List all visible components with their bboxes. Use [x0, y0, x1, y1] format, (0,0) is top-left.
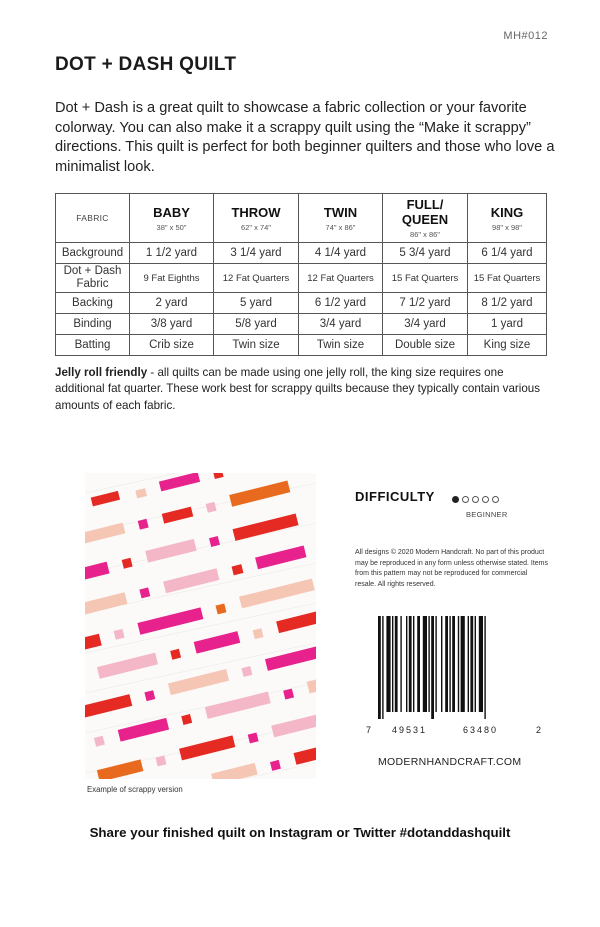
- difficulty-rating: [452, 490, 502, 508]
- difficulty-level: BEGINNER: [466, 510, 508, 519]
- table-cell: 8 1/2 yard: [468, 293, 547, 314]
- size-column-header: [299, 194, 383, 243]
- table-cell: 3/4 yard: [299, 314, 383, 335]
- barcode-bar: [382, 616, 383, 719]
- barcode-bar: [378, 616, 381, 719]
- barcode-bar: [431, 616, 434, 719]
- barcode-bar: [395, 616, 398, 712]
- barcode-bar: [406, 616, 407, 712]
- size-column-header: [130, 194, 214, 243]
- jelly-roll-text: - all quilts can be made using one jelly roll, the king size requires one additional fat quarter. These work best for scrappy quilts because they typically contain various amounts of each fabric.: [55, 366, 541, 412]
- table-row: [56, 243, 547, 264]
- rating-dot-empty: [482, 496, 489, 503]
- table-cell: 6 1/2 yard: [299, 293, 383, 314]
- table-cell: 12 Fat Quarters: [299, 264, 383, 293]
- barcode-bar: [452, 616, 455, 712]
- website-link[interactable]: MODERNHANDCRAFT.COM: [378, 756, 522, 768]
- table-cell: 7 1/2 yard: [383, 293, 468, 314]
- size-name: KING: [490, 204, 524, 220]
- barcode-bar: [445, 616, 448, 712]
- barcode-bar: [428, 616, 429, 712]
- fabric-column-header: [56, 194, 130, 243]
- pattern-code: MH#012: [503, 30, 548, 42]
- table-cell: Twin size: [214, 335, 299, 356]
- table-cell: King size: [468, 335, 547, 356]
- barcode-bar: [479, 616, 483, 712]
- barcode-bar: [417, 616, 420, 712]
- quilt-illustration: [85, 473, 316, 779]
- table-cell: Crib size: [130, 335, 214, 356]
- barcode-digit: 2: [536, 725, 542, 735]
- copyright-notice: All designs © 2020 Modern Handcraft. No part of this product may be reproduced in any form unless otherwise stated. Items from this pattern may not be reproduced for commercial resale. All rights reserved.: [355, 549, 548, 589]
- size-column-header: [468, 194, 547, 243]
- barcode-bar: [386, 616, 390, 712]
- table-cell: 15 Fat Quarters: [468, 264, 547, 293]
- size-name: FULL/ QUEEN: [401, 197, 449, 227]
- size-name: BABY: [153, 204, 190, 220]
- size-column-header: [214, 194, 299, 243]
- table-cell: 5 yard: [214, 293, 299, 314]
- row-label: Background: [56, 243, 130, 264]
- rating-dot-empty: [472, 496, 479, 503]
- size-dimensions: 62" x 74": [241, 222, 271, 232]
- table-row: [56, 335, 547, 356]
- table-cell: 2 yard: [130, 293, 214, 314]
- rating-dot-filled: [452, 496, 459, 503]
- size-dimensions: 98" x 98": [492, 222, 522, 232]
- barcode-bar: [461, 616, 465, 712]
- barcode-bar: [441, 616, 442, 712]
- table-cell: Double size: [383, 335, 468, 356]
- rating-dot-empty: [492, 496, 499, 503]
- table-cell: 4 1/4 yard: [299, 243, 383, 264]
- barcode-bar: [413, 616, 414, 712]
- table-header-row: [56, 194, 547, 243]
- quilt-photo: [85, 473, 316, 779]
- table-row: [56, 293, 547, 314]
- fabric-header-label: FABRIC: [76, 213, 109, 223]
- barcode-digit: 7: [366, 725, 372, 735]
- difficulty-label: DIFFICULTY: [355, 489, 435, 504]
- row-label: Binding: [56, 314, 130, 335]
- table-cell: 12 Fat Quarters: [214, 264, 299, 293]
- table-cell: 5/8 yard: [214, 314, 299, 335]
- barcode: [378, 616, 528, 719]
- table-cell: 3 1/4 yard: [214, 243, 299, 264]
- barcode-bar: [475, 616, 476, 712]
- table-cell: 9 Fat Eighths: [130, 264, 214, 293]
- table-cell: 15 Fat Quarters: [383, 264, 468, 293]
- page-title: DOT + DASH QUILT: [55, 54, 237, 75]
- row-label: Batting: [56, 335, 130, 356]
- jelly-roll-note: [55, 365, 550, 414]
- row-label: Dot + Dash Fabric: [56, 264, 130, 293]
- row-label: Backing: [56, 293, 130, 314]
- barcode-bar: [423, 616, 427, 712]
- size-name: TWIN: [323, 204, 358, 220]
- barcode-digits: 49531: [392, 725, 428, 735]
- table-cell: 3/8 yard: [130, 314, 214, 335]
- jelly-roll-lead: Jelly roll friendly: [55, 366, 148, 379]
- size-dimensions: 86" x 86": [410, 230, 440, 239]
- barcode-digits: 63480: [463, 725, 499, 735]
- size-dimensions: 38" x 50": [156, 222, 187, 232]
- image-caption: Example of scrappy version: [87, 785, 183, 794]
- barcode-bar: [468, 616, 469, 712]
- table-row: [56, 264, 547, 293]
- intro-paragraph: Dot + Dash is a great quilt to showcase a fabric collection or your favorite colorway. You can also make it a scrappy quilt using the “Make it scrappy” directions. This quilt is perfect for both beginner quilters and those who love a minimalist look.: [55, 100, 555, 175]
- table-row: [56, 314, 547, 335]
- share-callout: Share your finished quilt on Instagram or Twitter #dotanddashquilt: [89, 825, 511, 840]
- size-dimensions: 74" x 86": [325, 222, 356, 232]
- barcode-bar: [470, 616, 473, 712]
- table-cell: 6 1/4 yard: [468, 243, 547, 264]
- barcode-bar: [409, 616, 412, 712]
- barcode-bar: [449, 616, 450, 712]
- barcode-bar: [435, 616, 436, 712]
- table-cell: Twin size: [299, 335, 383, 356]
- rating-dot-empty: [462, 496, 469, 503]
- table-cell: 3/4 yard: [383, 314, 468, 335]
- barcode-bar: [484, 616, 485, 719]
- table-cell: 1 1/2 yard: [130, 243, 214, 264]
- barcode-bar: [400, 616, 401, 712]
- fabric-requirements-table: [55, 193, 547, 356]
- size-column-header: [383, 194, 468, 243]
- table-cell: 5 3/4 yard: [383, 243, 468, 264]
- barcode-bar: [392, 616, 393, 712]
- size-name: THROW: [231, 204, 281, 220]
- table-cell: 1 yard: [468, 314, 547, 335]
- barcode-bar: [458, 616, 459, 712]
